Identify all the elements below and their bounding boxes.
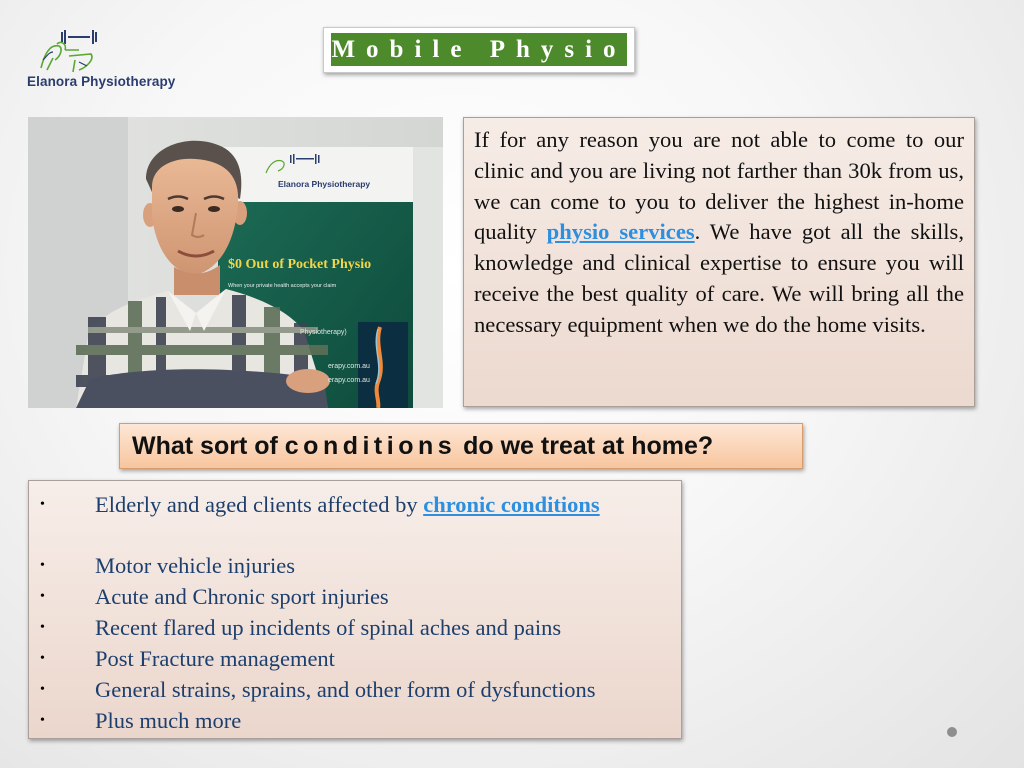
bullet-icon: • [40,713,45,728]
bullet-icon: • [40,589,45,604]
list-item [29,612,681,643]
list-item-text: General strains, sprains, and other form of dysfunctions [95,677,596,702]
page-title: Mobile Physio [331,33,627,66]
bullet-icon: • [40,682,45,697]
list-item-text [95,489,600,520]
heading-spaced: conditions [284,432,457,460]
description-outro: . We have got all the skills, knowledge and clinical expertise to ensure you will receive the best quality of care. We will bring all the necessary equipment when we do the home visits. [474,219,964,337]
therapist-photo [28,117,443,408]
list-item [29,581,681,612]
list-item [29,705,681,736]
brand-logo [27,30,187,92]
bullet-icon: • [40,651,45,666]
list-item [29,550,681,581]
description-box [463,117,975,407]
banner-subtext: When your private health accepts your claim [228,283,337,289]
heading-start: What sort of [132,432,285,460]
banner-headline: $0 Out of Pocket Physio [228,257,372,272]
bullet-icon: • [40,497,45,512]
list-item [29,674,681,705]
list-item-intro: Elderly and aged clients affected by [95,492,424,517]
conditions-list-box [28,480,682,739]
banner-fragment: erapy.com.au [328,377,370,384]
list-item-text: Acute and Chronic sport injuries [95,584,389,609]
list-item-text: Plus much more [95,708,242,733]
list-item [29,643,681,674]
slide-indicator-dot[interactable] [947,727,957,737]
bullet-icon: • [40,620,45,635]
physio-logo-icon [35,30,107,74]
list-item-text: Post Fracture management [95,646,335,671]
banner-logo-text: Elanora Physiotherapy [278,179,371,189]
physio-services-link[interactable]: physio services [546,219,695,245]
conditions-heading [119,423,803,469]
list-item-text: Recent flared up incidents of spinal aches and pains [95,615,562,640]
bullet-icon: • [40,558,45,573]
logo-text: Elanora Physiotherapy [27,74,176,89]
list-item-text: Motor vehicle injuries [95,553,295,578]
title-box [323,27,635,73]
banner-fragment: Physiotherapy) [300,329,347,336]
heading-end: do we treat at home? [456,432,714,460]
list-item [29,489,681,520]
conditions-list [29,489,681,736]
banner-fragment: erapy.com.au [328,363,370,370]
chronic-conditions-link[interactable]: chronic conditions [423,492,600,517]
description-intro: If for any reason you are not able to come to our clinic and you are living not farther than 30k from us, we can come to you to deliver the highest in-home quality [474,127,964,245]
description-text [474,125,964,341]
